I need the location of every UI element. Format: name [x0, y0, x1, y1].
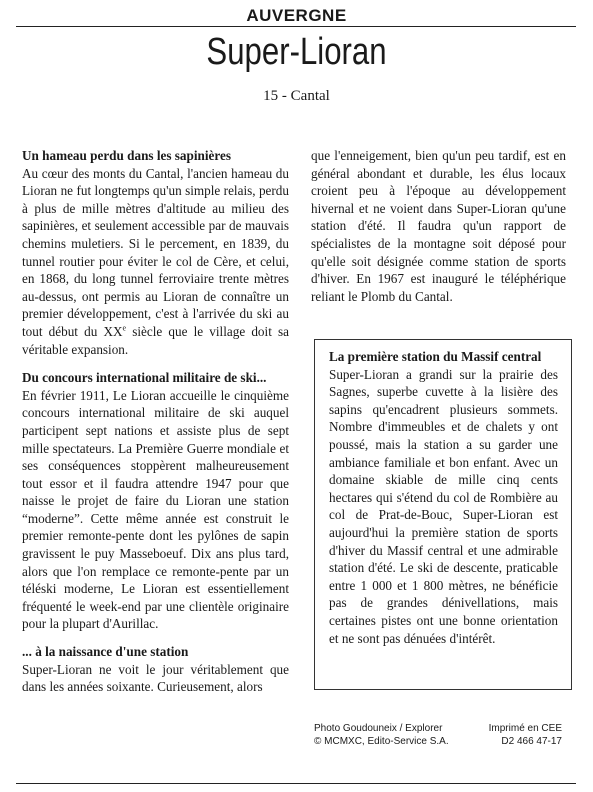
section-heading-hameau: Un hameau perdu dans les sapinières	[22, 148, 231, 163]
page-subtitle: 15 - Cantal	[263, 88, 330, 104]
superscript-e: e	[122, 323, 127, 333]
sidebar-box-heading: La première station du Massif central	[329, 349, 542, 364]
section-text-hameau: Au cœur des monts du Cantal, l'ancien hameau du Lioran ne fut longtemps qu'un simple relais, perdu à plus de mille mètres d'altitude au milieu des sapinières, et seulement accessible par de mauvais chemins muletiers. Si le percement, en 1839, du tunnel routier pour éviter le col de Cère, et celui, en 1868, du long tunnel ferroviaire trente mètres au-dessus, ont permis au Lioran de connaître un premier développement, c'est à l'arrivée du ski au tout début du XXe siècle que le village doit sa véritable expansion.	[22, 165, 289, 357]
reference-code: D2 466 47-17	[501, 736, 562, 747]
photo-credit: Photo Goudouneix / Explorer	[314, 723, 443, 734]
section-text-naissance: Super-Lioran ne voit le jour véritablement que dans les années soixante. Curieusement, alors	[22, 661, 289, 695]
page-title: Super-Lioran	[206, 31, 387, 73]
sidebar-box-content	[329, 348, 558, 647]
right-column	[311, 147, 566, 305]
copyright-notice: © MCMXC, Edito-Service S.A.	[314, 736, 449, 747]
printed-in: Imprimé en CEE	[488, 723, 562, 734]
section-heading-naissance: ... à la naissance d'une station	[22, 644, 189, 660]
left-column	[22, 147, 289, 696]
print-info	[484, 722, 562, 748]
sidebar-box	[314, 339, 572, 690]
sidebar-box-text: Super-Lioran a grandi sur la prairie des Sagnes, superbe cuvette à la lisière des sapins qu'encadrent plusieurs sommets. Nombre d'immeubles et de chalets y ont poussé, mais la station a su garder une ambiance familiale et bon enfant. Avec un domaine skiable de mille cinq cents hectares qui s'étend du col de Rombière au col de Prat-de-Bouc, Super-Lioran est aujourd'hui la première station de sports d'hiver du Massif central et une admirable station d'été. Le ski de descente, praticable entre 1 000 et 1 800 mètres, ne bénéficie pas de grandes dénivellations, mais certaines pistes ont une bonne orientation et ne sont pas dénuées d'intérêt.	[329, 366, 558, 646]
section-heading-concours: Du concours international militaire de ski...	[22, 370, 267, 386]
photo-credits	[314, 722, 449, 748]
section-text-concours: En février 1911, Le Lioran accueille le cinquième concours international militaire de ski auquel participent sept nations et assiste plus de sept mille spectateurs. La Première Guerre mondiale et ses conséquences stoppèrent malheureusement tout essor et il faudra attendre 1947 pour que naisse le projet de faire du Lioran une station “moderne”. Cette même année est construit le premier remonte-pente dont les pylônes de sapin gravissent le puy Masseboeuf. Dix ans plus tard, alors que l'on remplace ce remonte-pente par un téléski moderne, Le Lioran est essentiellement fréquenté le week-end par une clientèle originaire pour la plupart d'Aurillac.	[22, 387, 289, 632]
section-text-continuation: que l'enneigement, bien qu'un peu tardif, est en général abondant et durable, les élus locaux croient peu à l'époque au développement hivernal et ne voient dans Super-Lioran qu'une station d'été. Il faudra qu'un rapport de spécialistes de la montagne soit déposé pour qu'elle soit désignée comme station de sports d'hiver. En 1967 est inauguré le téléphérique reliant le Plomb du Cantal.	[311, 148, 566, 304]
region-category: AUVERGNE	[246, 6, 347, 25]
